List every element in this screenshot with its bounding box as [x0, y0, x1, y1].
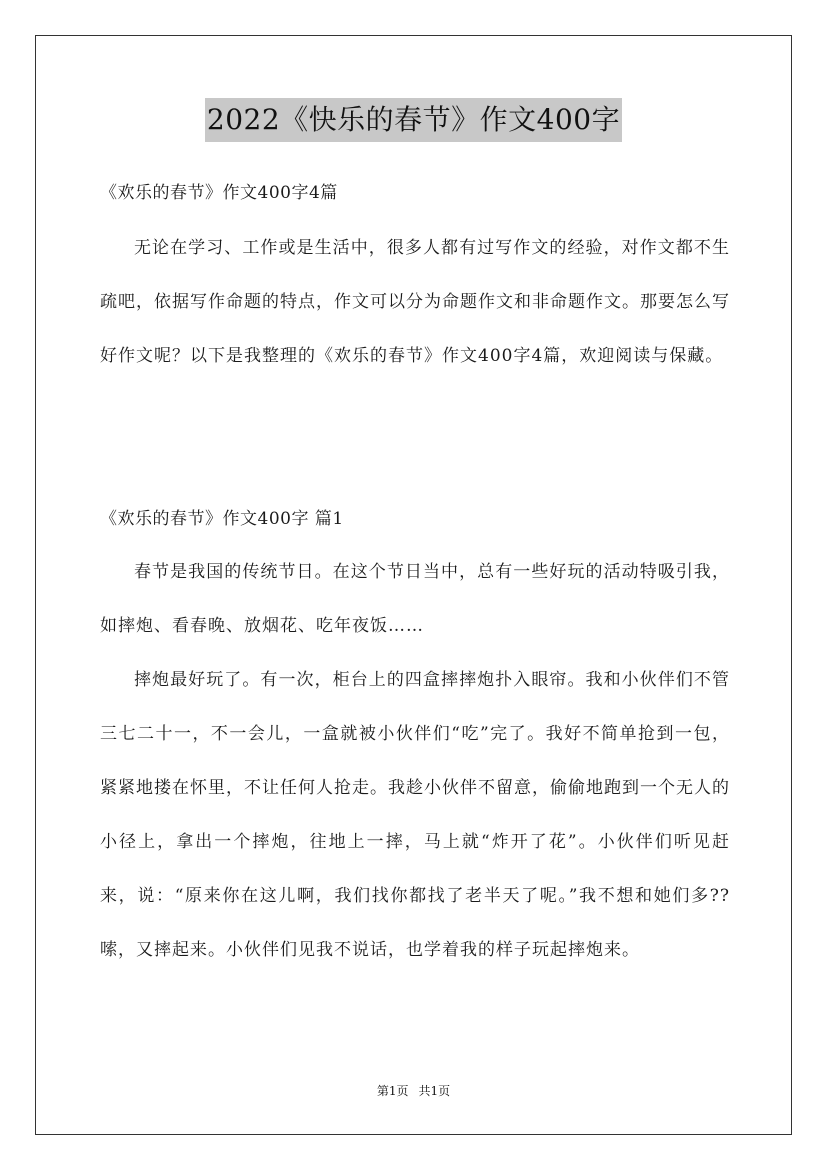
document-title: 2022《快乐的春节》作文400字 [205, 98, 622, 142]
intro-paragraph: 无论在学习、工作或是生活中，很多人都有过写作文的经验，对作文都不生疏吧，依据写作命题的特点，作文可以分为命题作文和非命题作文。那要怎么写好作文呢？以下是我整理的《欢乐的春节》作文400字4篇，欢迎阅读与保藏。 [100, 238, 730, 366]
page-number: 第1页 [376, 1084, 409, 1098]
body-paragraph-2: 摔炮最好玩了。有一次，柜台上的四盒摔摔炮扑入眼帘。我和小伙伴们不管三七二十一，不一会儿，一盒就被小伙伴们“吃”完了。我好不简单抢到一包，紧紧地搂在怀里，不让任何人抢走。我趁小伙伴不留意，偷偷地跑到一个无人的小径上，拿出一个摔炮，往地上一摔，马上就“炸开了花”。小伙伴们听见赶来，说：“原来你在这儿啊，我们找你都找了老半天了呢。”我不想和她们多??嗦，又摔起来。小伙伴们见我不说话，也学着我的样子玩起摔炮来。 [100, 670, 730, 960]
body-paragraph-1: 春节是我国的传统节日。在这个节日当中，总有一些好玩的活动特吸引我，如摔炮、看春晚、放烟花、吃年夜饭…… [100, 562, 730, 636]
page-footer [0, 1083, 827, 1099]
document-subtitle: 《欢乐的春节》作文400字4篇 [100, 183, 338, 203]
section-heading: 《欢乐的春节》作文400字 篇1 [100, 509, 344, 529]
page-total: 共1页 [418, 1084, 451, 1098]
title-container [0, 98, 827, 142]
